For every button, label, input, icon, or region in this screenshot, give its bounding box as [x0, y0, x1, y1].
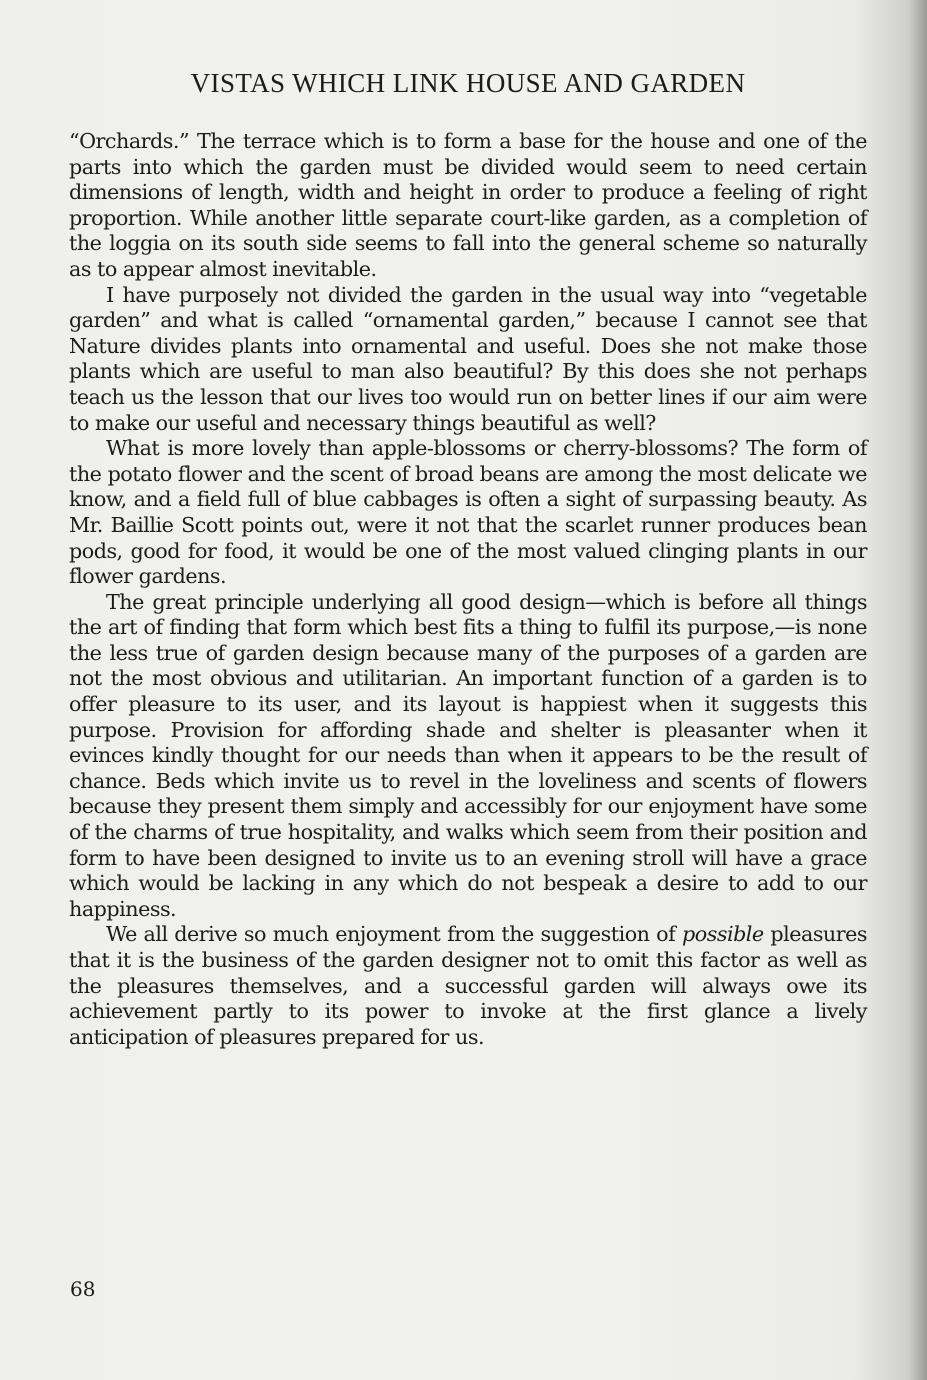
paragraph-possible-pleasures-end: pleasures that it is the business of the garden designer not to omit this factor as well as the pleasures themselves, and a successful garden will always owe its achievement partly to its power to invoke at the first glance a lively anticipation of pleasures prepared for us. [69, 922, 868, 1049]
paragraph-design-principle: The great principle underlying all good design—which is before all things the art of finding that form which best fits a thing to fulfil its purpose,—is none the less true of garden design because many of the purposes of a garden are not the most obvious and utilitarian. An important function of a garden is to offer pleasure to its user, and its layout is happiest when it suggests this purpose. Provision for affording shade and shelter is pleasanter when it evinces kindly thought for our needs than when it appears to be the result of chance. Beds which invite us to revel in the loveliness and scents of flowers because they present them simply and accessibly for our enjoyment have some of the charms of true hospitality, and walks which seem from their position and form to have been designed to invite us to an evening stroll will have a grace which would be lacking in any which do not bespeak a desire to add to our happiness. [69, 589, 867, 921]
running-head: VISTAS WHICH LINK HOUSE AND GARDEN [190, 68, 746, 98]
paragraph-vegetable-garden: I have purposely not divided the garden in the usual way into “vegetable garden” and what is called “ornamental garden,” because I cannot see that Nature divides plants into ornamental and useful. Does she not make those plants which are useful to man also beautiful? By this does she not perhaps teach us the lesson that our lives too would run on better lines if our aim were to make our useful and necessary things beautiful as well? [69, 282, 867, 435]
paragraph-possible-pleasures-start: We all derive so much enjoyment from the suggestion of [106, 922, 683, 947]
body-text [69, 129, 867, 1050]
paragraph-possible-pleasures [69, 922, 867, 1050]
page-number: 68 [70, 1277, 96, 1301]
paragraph-apple-blossoms: What is more lovely than apple-blossoms or cherry-blossoms? The form of the potato flower and the scent of broad beans are among the most delicate we know, and a field full of blue cabbages is often a sight of surpassing beauty. As Mr. Baillie Scott points out, were it not that the scarlet runner produces bean pods, good for food, it would be one of the most valued clinging plants in our flower gardens. [69, 436, 867, 589]
paragraph-orchards: “Orchards.” The terrace which is to form a base for the house and one of the parts into which the garden must be divided would seem to need certain dimensions of length, width and height in order to produce a feeling of right proportion. While another little separate court-like garden, as a completion of the loggia on its south side seems to fall into the general scheme so naturally as to appear almost inevitable. [69, 129, 867, 281]
emphasis-possible: possible [682, 922, 764, 947]
